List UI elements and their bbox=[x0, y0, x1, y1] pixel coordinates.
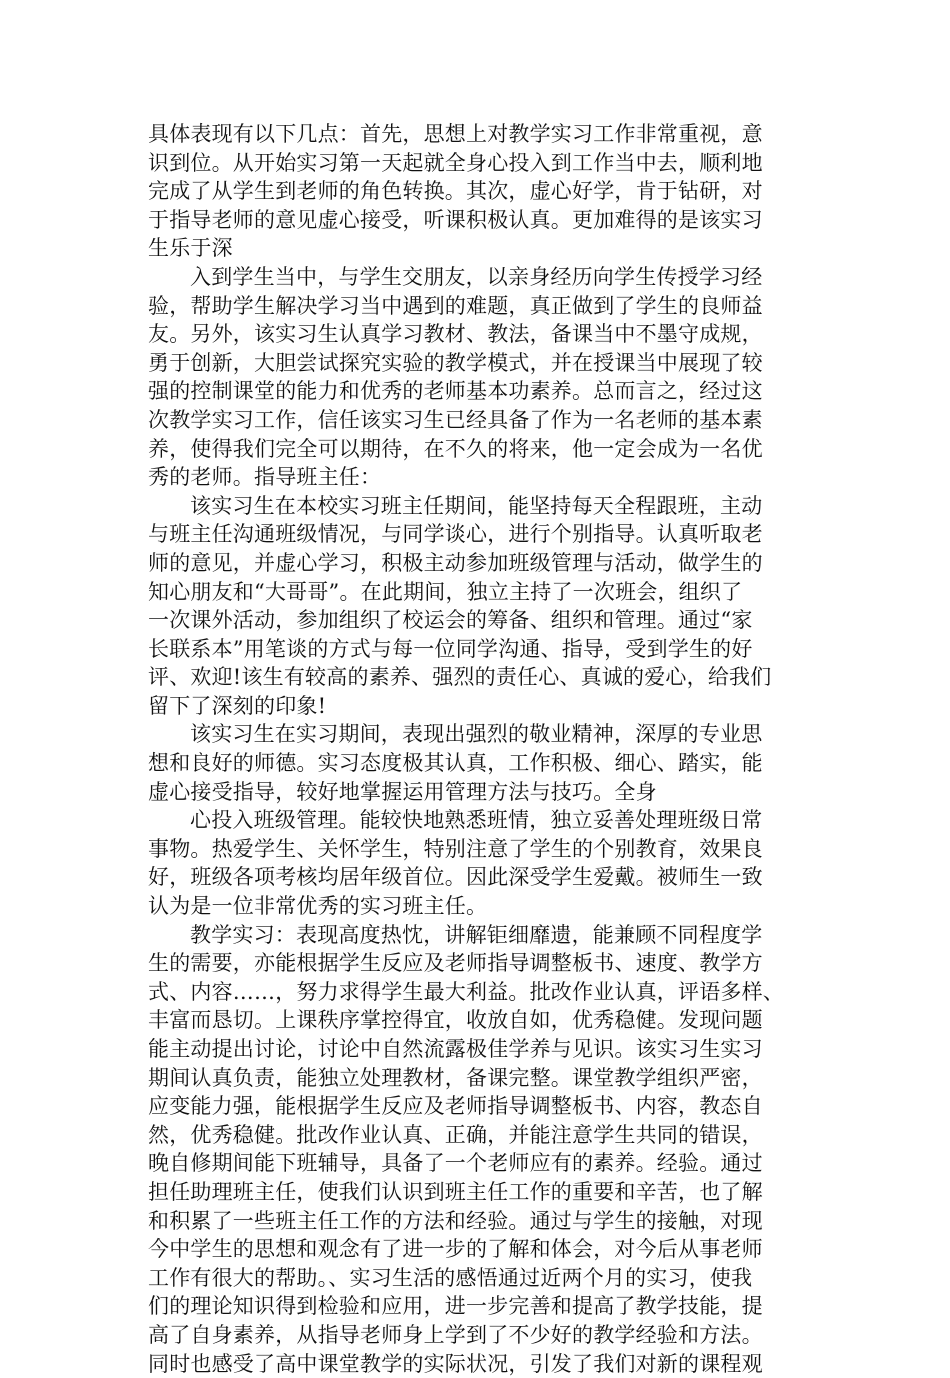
text-line: 今中学生的思想和观念有了进一步的了解和体会，对今后从事老师 bbox=[148, 1237, 763, 1262]
text-line: 生的需要，亦能根据学生反应及老师指导调整板书、速度、教学方 bbox=[148, 951, 763, 976]
text-line: 应变能力强，能根据学生反应及老师指导调整板书、内容，教态自 bbox=[148, 1094, 763, 1119]
text-line: 师的意见，并虚心学习，积极主动参加班级管理与活动，做学生的 bbox=[148, 550, 763, 575]
text-line: 们的理论知识得到检验和应用，进一步完善和提高了教学技能，提 bbox=[148, 1294, 763, 1319]
text-line: 一次课外活动，参加组织了校运会的筹备、组织和管理。通过“家 bbox=[148, 608, 753, 633]
text-line: 该实习生在本校实习班主任期间，能坚持每天全程跟班，主动 bbox=[190, 493, 763, 518]
text-line: 丰富而恳切。上课秩序掌控得宜，收放自如，优秀稳健。发现问题 bbox=[148, 1008, 763, 1033]
text-line: 生乐于深 bbox=[148, 236, 233, 261]
text-line: 勇于创新，大胆尝试探究实验的教学模式，并在授课当中展现了较 bbox=[148, 350, 763, 375]
text-line: 长联系本”用笔谈的方式与每一位同学沟通、指导，受到学生的好 bbox=[148, 636, 753, 661]
text-line: 能主动提出讨论，讨论中自然流露极佳学养与见识。该实习生实习 bbox=[148, 1037, 763, 1061]
text-line: 该实习生在实习期间，表现出强烈的敬业精神，深厚的专业思 bbox=[190, 722, 763, 747]
text-line: 评、欢迎!该生有较高的素养、强烈的责任心、真诚的爱心，给我们 bbox=[148, 665, 772, 690]
text-line: 同时也感受了高中课堂教学的实际状况，引发了我们对新的课程观 bbox=[148, 1351, 763, 1376]
document-body bbox=[148, 120, 808, 1378]
text-line: 工作有很大的帮助。、实习生活的感悟通过近两个月的实习，使我 bbox=[148, 1265, 753, 1290]
text-line: 心投入班级管理。能较快地熟悉班情，独立妥善处理班级日常 bbox=[190, 808, 763, 833]
text-line: 于指导老师的意见虚心接受，听课积极认真。更加难得的是该实习 bbox=[148, 207, 763, 232]
text-line: 和积累了一些班主任工作的方法和经验。通过与学生的接触，对现 bbox=[148, 1208, 763, 1233]
text-line: 完成了从学生到老师的角色转换。其次，虚心好学，肯于钻研，对 bbox=[148, 179, 763, 204]
text-line: 担任助理班主任，使我们认识到班主任工作的重要和辛苦，也了解 bbox=[148, 1179, 763, 1204]
text-line: 晚自修期间能下班辅导，具备了一个老师应有的素养。经验。通过 bbox=[148, 1151, 763, 1176]
text-line: 留下了深刻的印象! bbox=[148, 693, 327, 718]
text-line: 次教学实习工作，信任该实习生已经具备了作为一名老师的基本素 bbox=[148, 407, 763, 432]
text-line: 知心朋友和“大哥哥”。在此期间，独立主持了一次班会，组织了 bbox=[148, 579, 743, 604]
text-line: 入到学生当中，与学生交朋友，以亲身经历向学生传授学习经 bbox=[190, 264, 763, 289]
text-line: 认为是一位非常优秀的实习班主任。 bbox=[148, 894, 488, 919]
text-line: 好，班级各项考核均居年级首位。因此深受学生爱戴。被师生一致 bbox=[148, 865, 763, 890]
text-line: 养，使得我们完全可以期待，在不久的将来，他一定会成为一名优 bbox=[148, 436, 763, 461]
text-line: 事物。热爱学生、关怀学生，特别注意了学生的个别教育，效果良 bbox=[148, 836, 763, 861]
text-line: 验，帮助学生解决学习当中遇到的难题，真正做到了学生的良师益 bbox=[148, 293, 763, 318]
text-line: 式、内容……，努力求得学生最大利益。批改作业认真，评语多样、 bbox=[148, 979, 784, 1004]
text-line: 想和良好的师德。实习态度极其认真，工作积极、细心、踏实，能 bbox=[148, 751, 763, 776]
text-line: 友。另外，该实习生认真学习教材、教法，备课当中不墨守成规， bbox=[148, 322, 763, 347]
text-line: 与班主任沟通班级情况，与同学谈心，进行个别指导。认真听取老 bbox=[148, 522, 763, 547]
text-line: 然，优秀稳健。批改作业认真、正确，并能注意学生共同的错误， bbox=[148, 1122, 763, 1147]
text-line: 教学实习：表现高度热忱，讲解钜细靡遗，能兼顾不同程度学 bbox=[190, 922, 763, 947]
text-line: 期间认真负责，能独立处理教材，备课完整。课堂教学组织严密， bbox=[148, 1065, 763, 1090]
text-line: 高了自身素养，从指导老师身上学到了不少好的教学经验和方法。 bbox=[148, 1322, 763, 1347]
text-line: 虚心接受指导，较好地掌握运用管理方法与技巧。全身 bbox=[148, 779, 657, 804]
text-line: 具体表现有以下几点：首先，思想上对教学实习工作非常重视，意 bbox=[148, 122, 763, 146]
text-line: 强的控制课堂的能力和优秀的老师基本功素养。总而言之，经过这 bbox=[148, 379, 763, 404]
text-line: 识到位。从开始实习第一天起就全身心投入到工作当中去，顺利地 bbox=[148, 150, 763, 175]
text-line: 秀的老师。指导班主任： bbox=[148, 465, 382, 490]
